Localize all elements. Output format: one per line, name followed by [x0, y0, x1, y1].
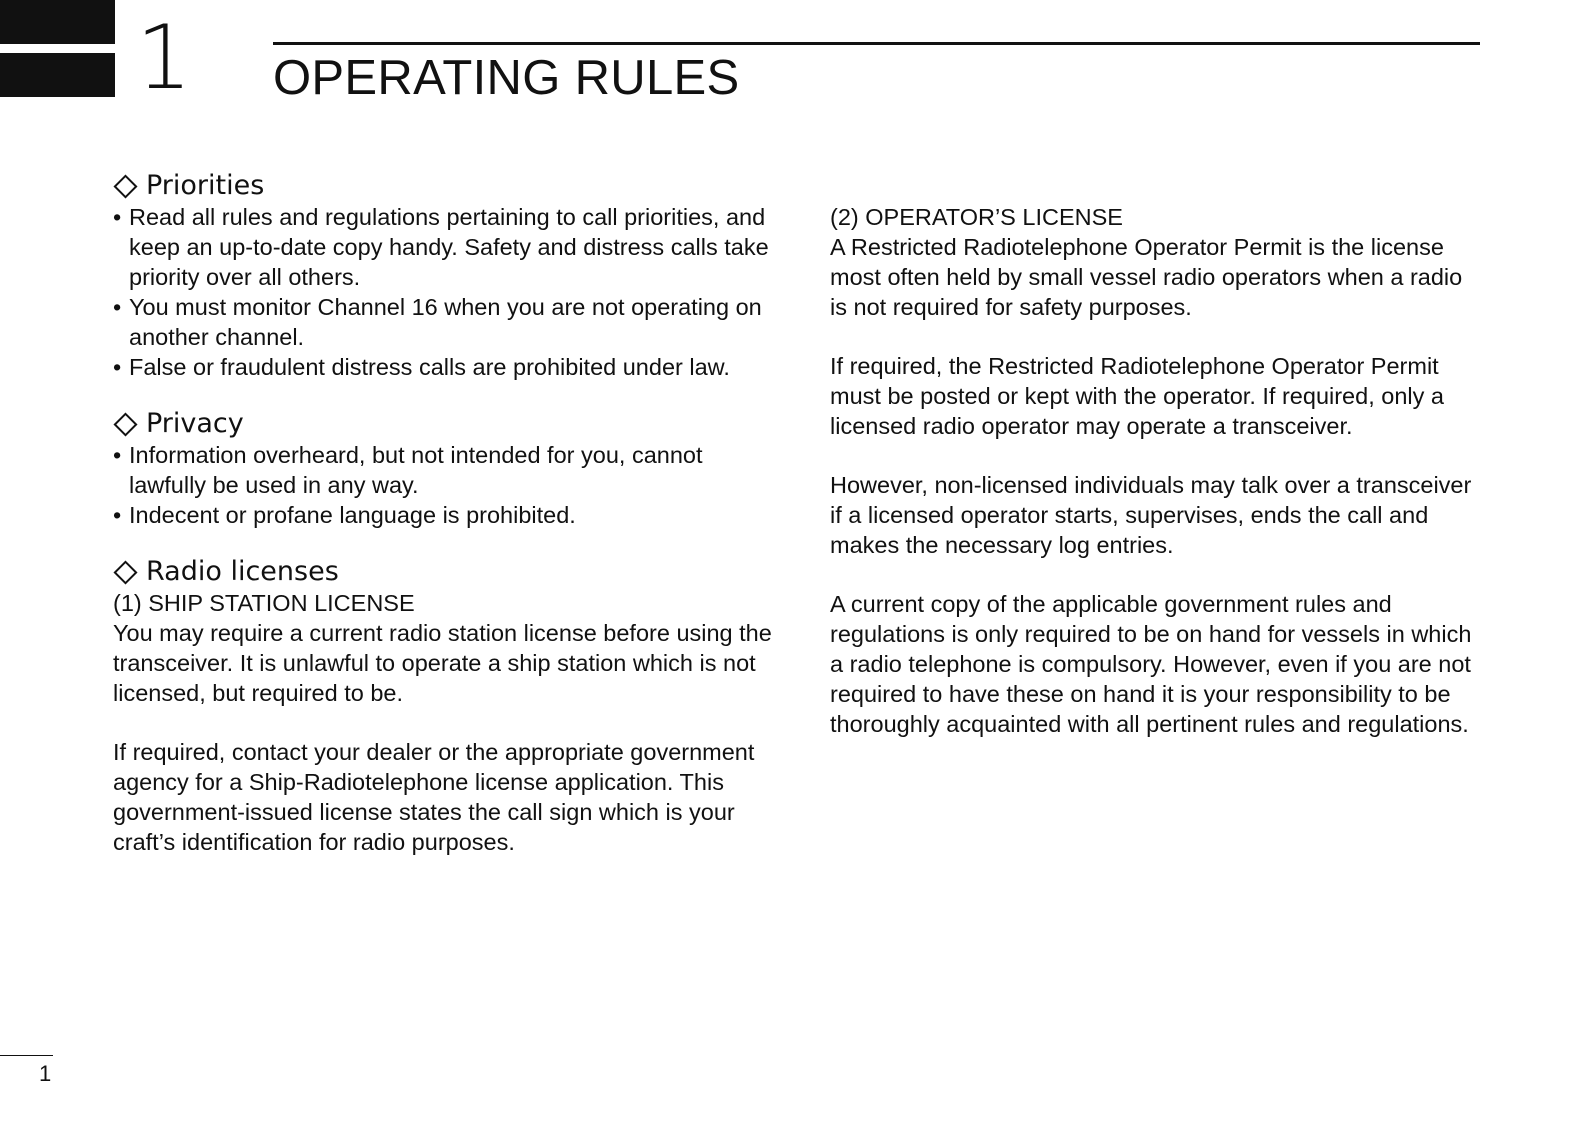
section-heading — [113, 170, 773, 202]
section-heading — [113, 556, 773, 588]
paragraph: You may require a current radio station license before using the transceiver. It is unlawful to operate a ship station which is not licensed, but required to be. — [113, 620, 772, 706]
list-item: • Information overheard, but not intended for you, cannot lawfully be used in any way. — [113, 440, 773, 500]
list-item: • False or fraudulent distress calls are prohibited under law. — [113, 352, 773, 382]
priorities-list — [113, 202, 773, 382]
list-item: • Read all rules and regulations pertaining to call priorities, and keep an up-to-date copy handy. Safety and distress calls take priority over all others. — [113, 202, 773, 292]
ship-station-license-subheading: (1) SHIP STATION LICENSE — [113, 590, 415, 616]
diamond-icon — [113, 174, 137, 198]
footer-rule — [0, 1055, 53, 1056]
paragraph: A Restricted Radiotelephone Operator Permit is the license most often held by small vessel radio operators when a radio is not required for safety purposes. — [830, 234, 1463, 320]
paragraph: A current copy of the applicable government rules and regulations is only required to be on hand for vessels in which a radio telephone is compulsory. However, even if you are not required to have these on hand it is your responsibility to be thoroughly acquainted with all pertinent rules and regulations. — [830, 591, 1472, 737]
list-item: • Indecent or profane language is prohibited. — [113, 500, 773, 530]
chapter-tab-bar-bottom — [0, 53, 115, 97]
right-column — [830, 202, 1480, 739]
diamond-icon — [113, 560, 137, 584]
section-privacy — [113, 408, 773, 530]
page-title: OPERATING RULES — [273, 51, 740, 105]
paragraph: If required, the Restricted Radiotelephone Operator Permit must be posted or kept with the operator. If required, only a licensed radio operator may operate a transceiver. — [830, 353, 1444, 439]
privacy-heading: Privacy — [146, 408, 244, 439]
page-number: 1 — [39, 1061, 52, 1086]
list-item: • You must monitor Channel 16 when you are not operating on another channel. — [113, 292, 773, 352]
header-rule — [273, 42, 1480, 45]
section-priorities — [113, 170, 773, 382]
section-radio-licenses — [113, 556, 773, 857]
chapter-tab-bar-top — [0, 0, 115, 44]
paragraph: However, non-licensed individuals may talk over a transceiver if a licensed operator starts, supervises, ends the call and makes the necessary log entries. — [830, 472, 1472, 558]
privacy-list — [113, 440, 773, 530]
radio-licenses-heading: Radio licenses — [146, 556, 339, 587]
section-heading — [113, 408, 773, 440]
priorities-heading: Priorities — [146, 170, 265, 201]
paragraph: If required, contact your dealer or the appropriate government agency for a Ship-Radiotelephone license application. This government-issued license states the call sign which is your craft’s identification for radio purposes. — [113, 739, 755, 855]
left-column — [113, 170, 773, 883]
operators-license-subheading: (2) OPERATOR’S LICENSE — [830, 204, 1123, 230]
chapter-number: 1 — [136, 6, 192, 109]
diamond-icon — [113, 412, 137, 436]
